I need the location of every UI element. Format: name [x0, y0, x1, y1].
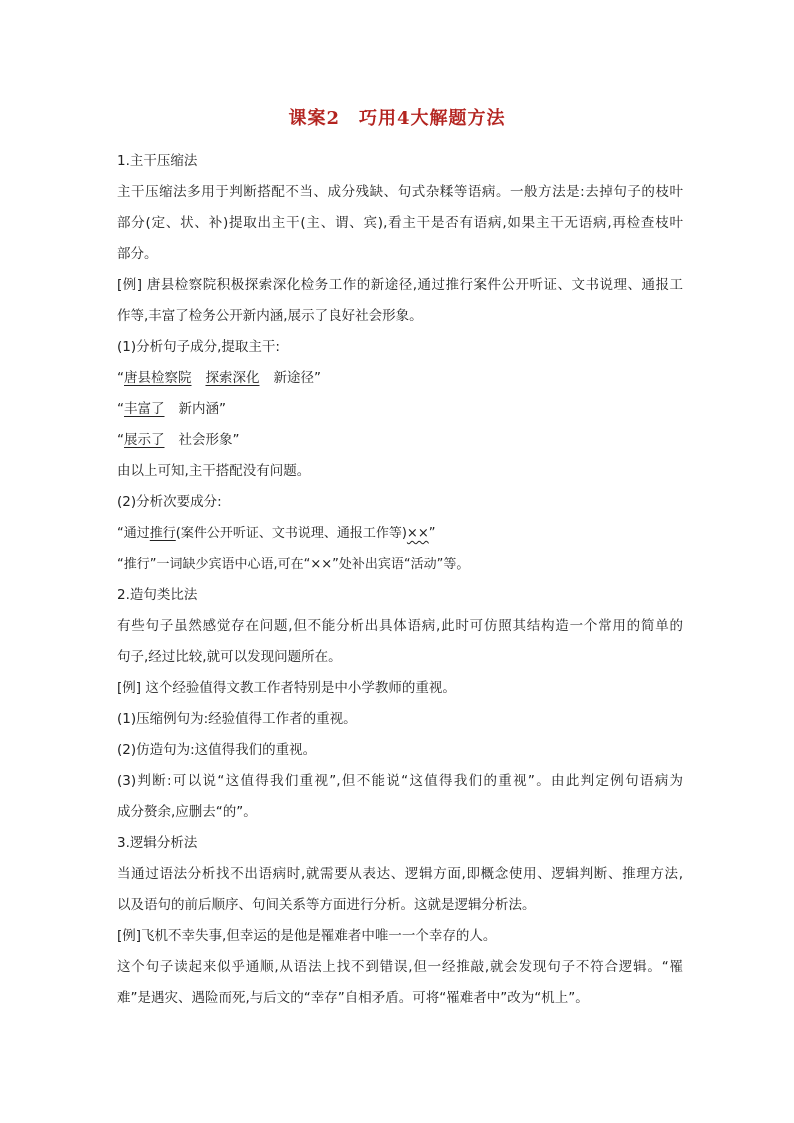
paragraph-line: 这个句子读起来似乎通顺,从语法上找不到错误,但一经推敲,就会发现句子不符合逻辑。“罹 — [117, 959, 683, 975]
secondary-analysis-line: “通过推行(案件公开听证、文书说理、通报工作等)××” — [117, 526, 436, 541]
step-line: (3)判断:可以说“这值得我们重视”,但不能说“这值得我们的重视”。由此判定例句语病为 — [117, 773, 683, 789]
subject-underlined: 唐县检察院 — [124, 370, 192, 386]
paragraph-line: 主干压缩法多用于判断搭配不当、成分残缺、句式杂糅等语病。一般方法是:去掉句子的枝叶 — [117, 184, 683, 200]
predicate-underlined: 推行 — [149, 526, 176, 541]
missing-object-marker: ×× — [406, 526, 429, 541]
example-line: [例] 唐县检察院积极探索深化检务工作的新途径,通过推行案件公开听证、文书说理、通报工 — [117, 277, 683, 293]
section-heading: 1.主干压缩法 — [117, 153, 198, 169]
step-line: 成分赘余,应删去“的”。 — [117, 804, 257, 820]
object-text: 新途径 — [273, 370, 314, 386]
paragraph-line: 当通过语法分析找不出语病时,就需要从表达、逻辑方面,即概念使用、逻辑判断、推理方法, — [117, 866, 683, 882]
trunk-analysis-line: “展示了 社会形象” — [117, 432, 240, 448]
object-text: 社会形象 — [178, 432, 233, 448]
section-heading: 3.逻辑分析法 — [117, 835, 198, 851]
step-line: (1)压缩例句为:经验值得工作者的重视。 — [117, 711, 357, 727]
page-title: 课案2 巧用4大解题方法 — [288, 108, 506, 129]
conclusion-line: 由以上可知,主干搭配没有问题。 — [117, 463, 311, 479]
trunk-analysis-line: “唐县检察院 探索深化 新途径” — [117, 370, 321, 386]
paragraph-line: 部分(定、状、补)提取出主干(主、谓、宾),看主干是否有语病,如果主干无语病,再检查枝叶 — [117, 215, 683, 231]
example-line: 作等,丰富了检务公开新内涵,展示了良好社会形象。 — [117, 308, 423, 324]
step-line: (2)仿造句为:这值得我们的重视。 — [117, 742, 317, 758]
example-line: [例]飞机不幸失事,但幸运的是他是罹难者中唯一一个幸存的人。 — [117, 928, 497, 944]
predicate-underlined: 探索深化 — [205, 370, 260, 386]
paragraph-line: 有些句子虽然感觉存在问题,但不能分析出具体语病,此时可仿照其结构造一个常用的简单的 — [117, 618, 683, 634]
example-line: [例] 这个经验值得文教工作者特别是中小学教师的重视。 — [117, 680, 456, 696]
paragraph-line: 部分。 — [117, 246, 158, 262]
section-heading: 2.造句类比法 — [117, 587, 198, 603]
predicate-underlined: 丰富了 — [124, 401, 165, 417]
trunk-analysis-line: “丰富了 新内涵” — [117, 401, 226, 417]
step-line: (1)分析句子成分,提取主干: — [117, 339, 280, 355]
document-body — [117, 146, 683, 1014]
predicate-underlined: 展示了 — [124, 432, 165, 448]
paragraph-line: 句子,经过比较,就可以发现问题所在。 — [117, 649, 342, 665]
paragraph-line: 难”是遇灾、遇险而死,与后文的“幸存”自相矛盾。可将“罹难者中”改为“机上”。 — [117, 990, 589, 1006]
paragraph-line: 以及语句的前后顺序、句间关系等方面进行分析。这就是逻辑分析法。 — [117, 897, 536, 913]
note-line: “推行”一词缺少宾语中心语,可在“××”处补出宾语“活动”等。 — [117, 557, 470, 572]
object-text: 新内涵 — [178, 401, 219, 417]
step-line: (2)分析次要成分: — [117, 494, 222, 510]
